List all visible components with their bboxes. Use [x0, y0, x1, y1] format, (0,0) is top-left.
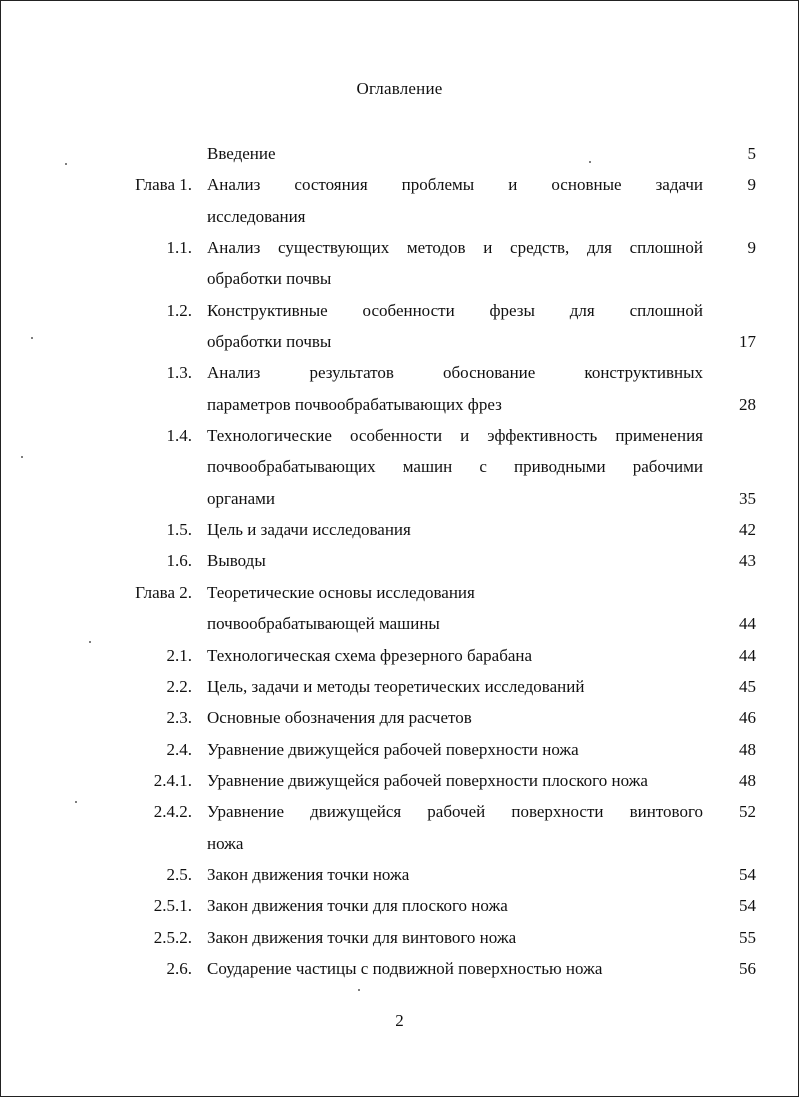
- toc-entry-title[interactable]: Закон движения точки для плоского ножа: [207, 896, 508, 916]
- toc-entry-title[interactable]: Анализ результатов обоснование конструктивных: [207, 363, 703, 383]
- scan-speck: [65, 163, 67, 165]
- toc-entry-title[interactable]: Уравнение движущейся рабочей поверхности плоского ножа: [207, 770, 648, 790]
- toc-page-number: 9: [747, 175, 756, 195]
- table-of-contents: [1, 138, 798, 984]
- toc-line: [1, 640, 798, 671]
- toc-line: [1, 890, 798, 921]
- toc-page-number: 42: [739, 520, 756, 540]
- toc-entry-title[interactable]: Уравнение движущейся рабочей поверхности винтового: [207, 802, 703, 822]
- toc-line: [1, 702, 798, 733]
- toc-line: [1, 420, 798, 451]
- toc-line: [1, 169, 798, 200]
- toc-entry-number: 2.2.: [166, 676, 192, 696]
- toc-page-number: 55: [739, 927, 756, 947]
- toc-page-number: 54: [739, 896, 756, 916]
- toc-line: [1, 451, 798, 482]
- toc-line: [1, 483, 798, 514]
- toc-entry-title[interactable]: Основные обозначения для расчетов: [207, 708, 472, 728]
- toc-entry-number: Глава 1.: [135, 175, 192, 195]
- toc-entry-number: 1.4.: [166, 426, 192, 446]
- toc-entry-number: 2.5.1.: [153, 896, 192, 916]
- toc-entry-number: 1.2.: [166, 300, 192, 320]
- toc-entry-title[interactable]: исследования: [207, 206, 306, 226]
- toc-line: [1, 232, 798, 263]
- toc-entry-number: 2.4.2.: [153, 802, 192, 822]
- toc-page-number: 48: [739, 739, 756, 759]
- page-title: Оглавление: [356, 79, 443, 98]
- toc-entry-title[interactable]: Соударение частицы с подвижной поверхностью ножа: [207, 958, 603, 978]
- toc-line: [1, 577, 798, 608]
- toc-page-number: 45: [739, 676, 756, 696]
- toc-line: [1, 295, 798, 326]
- page-number-footer: 2: [395, 1011, 404, 1030]
- toc-entry-title[interactable]: Технологическая схема фрезерного барабана: [207, 645, 533, 665]
- toc-line: [1, 859, 798, 890]
- toc-line: [1, 734, 798, 765]
- toc-entry-title[interactable]: органами: [207, 488, 276, 508]
- toc-page-number: 52: [739, 802, 756, 822]
- toc-page-number: 43: [739, 551, 756, 571]
- toc-entry-title[interactable]: Цель и задачи исследования: [207, 520, 411, 540]
- toc-page-number: 54: [739, 864, 756, 884]
- toc-entry-number: 2.5.: [166, 864, 192, 884]
- toc-entry-title[interactable]: Анализ существующих методов и средств, для сплошной: [207, 238, 703, 258]
- toc-page-number: 35: [739, 488, 756, 508]
- toc-line: [1, 138, 798, 169]
- toc-entry-title[interactable]: Закон движения точки ножа: [207, 864, 410, 884]
- scan-speck: [21, 456, 23, 458]
- toc-line: [1, 201, 798, 232]
- toc-entry-title[interactable]: Закон движения точки для винтового ножа: [207, 927, 517, 947]
- toc-line: [1, 326, 798, 357]
- toc-page-number: 44: [739, 645, 756, 665]
- toc-line: [1, 357, 798, 388]
- toc-entry-title[interactable]: обработки почвы: [207, 269, 332, 289]
- toc-entry-title[interactable]: Конструктивные особенности фрезы для сплошной: [207, 300, 703, 320]
- toc-line: [1, 765, 798, 796]
- toc-entry-number: 1.5.: [166, 520, 192, 540]
- toc-entry-title[interactable]: Теоретические основы исследования: [207, 582, 475, 602]
- toc-page-number: 46: [739, 708, 756, 728]
- toc-entry-number: 2.3.: [166, 708, 192, 728]
- toc-entry-title[interactable]: Анализ состояния проблемы и основные задачи: [207, 175, 703, 195]
- toc-entry-number: 2.1.: [166, 645, 192, 665]
- toc-line: [1, 389, 798, 420]
- scan-speck: [75, 801, 77, 803]
- toc-line: [1, 608, 798, 639]
- toc-line: [1, 671, 798, 702]
- toc-entry-number: 2.6.: [166, 958, 192, 978]
- toc-line: [1, 828, 798, 859]
- toc-page-number: 17: [739, 332, 756, 352]
- toc-entry-title[interactable]: ножа: [207, 833, 244, 853]
- toc-entry-number: 1.1.: [166, 238, 192, 258]
- toc-entry-title[interactable]: Выводы: [207, 551, 266, 571]
- toc-entry-number: 2.5.2.: [153, 927, 192, 947]
- toc-entry-number: Глава 2.: [135, 582, 192, 602]
- toc-page-number: 28: [739, 394, 756, 414]
- scan-speck: [358, 989, 360, 991]
- toc-entry-title[interactable]: почвообрабатывающих машин с приводными рабочими: [207, 457, 703, 477]
- toc-line: [1, 796, 798, 827]
- toc-page-number: 5: [747, 144, 756, 163]
- toc-line: [1, 263, 798, 294]
- scan-speck: [31, 337, 33, 339]
- toc-line: [1, 922, 798, 953]
- toc-entry-title[interactable]: Цель, задачи и методы теоретических исследований: [207, 676, 585, 696]
- toc-entry-number: 1.6.: [166, 551, 192, 571]
- toc-entry-title[interactable]: Уравнение движущейся рабочей поверхности ножа: [207, 739, 579, 759]
- toc-page-number: 56: [739, 958, 756, 978]
- toc-entry-title[interactable]: почвообрабатывающей машины: [207, 614, 440, 634]
- toc-entry-title[interactable]: Технологические особенности и эффективность применения: [207, 426, 703, 446]
- toc-entry-title[interactable]: параметров почвообрабатывающих фрез: [207, 394, 502, 414]
- scan-speck: [89, 641, 91, 643]
- toc-page-number: 9: [747, 238, 756, 258]
- toc-entry-number: 2.4.: [166, 739, 192, 759]
- toc-line: [1, 545, 798, 576]
- toc-entry-title[interactable]: обработки почвы: [207, 332, 332, 352]
- toc-line: [1, 953, 798, 984]
- toc-page-number: 44: [739, 614, 756, 634]
- toc-line: [1, 514, 798, 545]
- scan-speck: [589, 161, 591, 163]
- toc-page-number: 48: [739, 770, 756, 790]
- toc-entry-number: 1.3.: [166, 363, 192, 383]
- toc-entry-title[interactable]: Введение: [207, 144, 276, 163]
- toc-entry-number: 2.4.1.: [153, 770, 192, 790]
